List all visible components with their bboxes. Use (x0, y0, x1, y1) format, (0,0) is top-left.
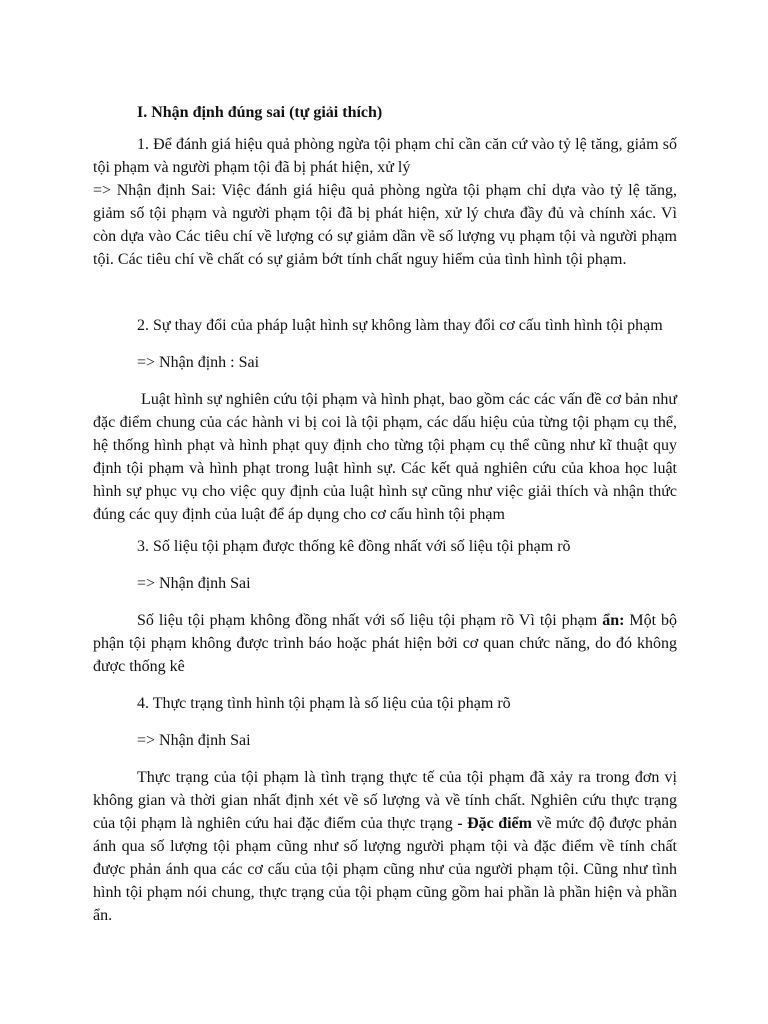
question-2-statement: 2. Sự thay đổi của pháp luật hình sự không làm thay đổi cơ cấu tình hình tội phạm (137, 317, 663, 334)
question-4-explanation-bold: - Đặc điểm (457, 815, 532, 832)
question-3-explanation-bold: ẩn: (602, 612, 625, 629)
question-3-explanation (93, 609, 677, 678)
question-3-explanation-end: Một bộ phận tội phạm không được trình báo hoặc phát hiện bởi cơ quan chức năng, do đó không được thống kê (93, 612, 678, 675)
question-2-conclusion: => Nhận định : Sai (137, 354, 260, 371)
question-4-conclusion: => Nhận định Sai (137, 732, 251, 749)
section-heading: I. Nhận định đúng sai (tự giải thích) (137, 104, 383, 121)
question-4-explanation (93, 766, 677, 927)
question-3-explanation-start: Số liệu tội phạm không đồng nhất với số liệu tội phạm rõ Vì tội phạm (137, 612, 603, 629)
question-1-statement: 1. Để đánh giá hiệu quả phòng ngừa tội phạm chỉ cần căn cứ vào tỷ lệ tăng, giảm số tội phạm và người phạm tội đã bị phát hiện, xử lý (93, 136, 677, 176)
document-body (93, 101, 677, 927)
question-2-explanation-text: Luật hình sự nghiên cứu tội phạm và hình phạt, bao gồm các các vấn đề cơ bản như đặc điểm chung của các hành vi bị coi là tội phạm, các dấu hiệu của từng tội phạm cụ thể, hệ thống hình phạt và hình phạt quy định cho từng tội phạm cụ thể cũng như kĩ thuật quy định tội phạm và hình phạt trong luật hình sự. Các kết quả nghiên cứu của khoa học luật hình sự phục vụ cho việc quy định của luật hình sự cũng như việc giải thích và nhận thức đúng các quy định của luật để áp dụng cho cơ cấu hình tội phạm (93, 391, 677, 523)
question-4-statement: 4. Thực trạng tình hình tội phạm là số liệu của tội phạm rõ (137, 695, 511, 712)
question-1-answer: => Nhận định Sai: Việc đánh giá hiệu quả phòng ngừa tội phạm chỉ dựa vào tỷ lệ tăng, giảm số tội phạm và người phạm tội đã bị phát hiện, xử lý chưa đầy đủ và chính xác. Vì còn dựa vào Các tiêu chí về lượng có sự giảm dần về số lượng vụ phạm tội và người phạm tội. Các tiêu chí về chất có sự giảm bớt tính chất nguy hiểm của tình hình tội phạm. (93, 182, 677, 268)
question-2-explanation (93, 388, 677, 526)
question-3-conclusion: => Nhận định Sai (137, 575, 251, 592)
question-3-statement: 3. Số liệu tội phạm được thống kê đồng nhất với số liệu tội phạm rõ (137, 538, 571, 555)
question-4-explanation-start: Thực trạng của tội phạm là tình trạng thực tế của tội phạm đã xảy ra trong đơn vị không gian và thời gian nhất định xét về số lượng và về tính chất. Nghiên cứu thực trạng của tội phạm là nghiên cứu hai đặc điểm của thực trạng (93, 769, 677, 832)
question-4-explanation-end: về mức độ được phản ánh qua số lượng tội phạm cũng như số lượng người phạm tội và đặc điểm về tính chất được phản ánh qua các cơ cấu của tội phạm cũng như của người phạm tội. Cũng như tình hình tội phạm nói chung, thực trạng của tội phạm cũng gồm hai phần là phần hiện và phần ẩn. (93, 815, 678, 924)
